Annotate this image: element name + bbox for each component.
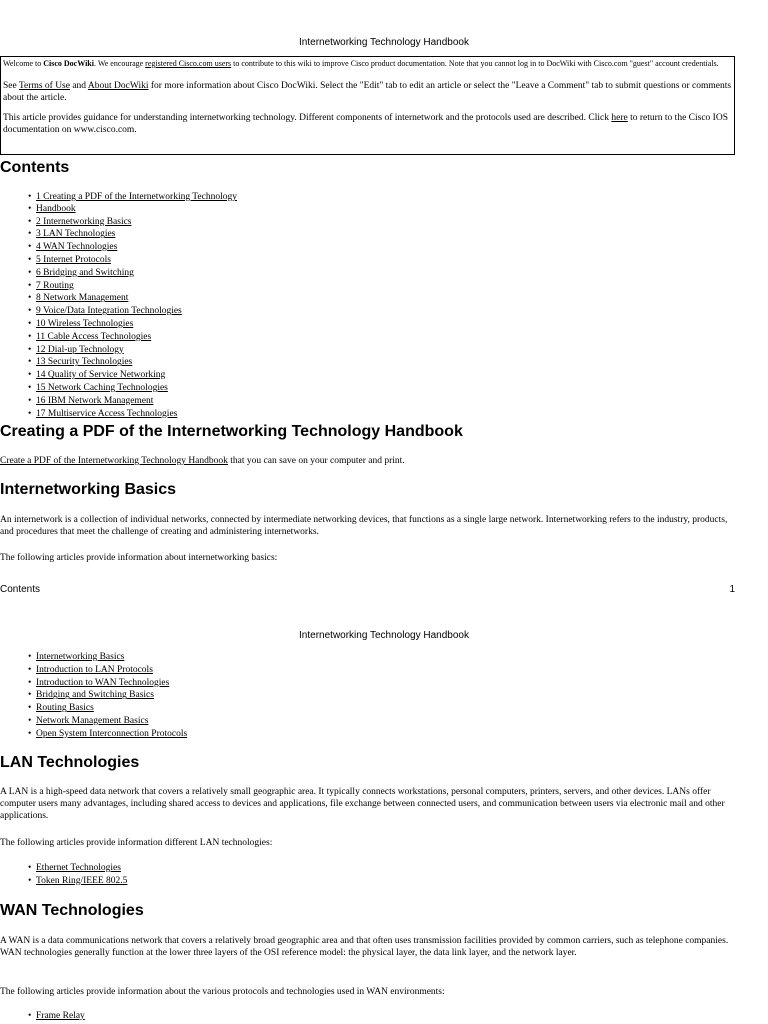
toc-link[interactable]: 6 Bridging and Switching <box>36 267 134 278</box>
basics-link[interactable]: Open System Interconnection Protocols <box>36 728 188 739</box>
lan-link[interactable]: Token Ring/IEEE 802.5 <box>36 875 128 886</box>
contents-heading: Contents <box>0 159 70 176</box>
here-link[interactable]: here <box>611 112 628 123</box>
basics-heading: Internetworking Basics <box>0 481 177 498</box>
toc-link[interactable]: 17 Multiservice Access Technologies <box>36 408 178 419</box>
terms-of-use-link[interactable]: Terms of Use <box>18 80 70 91</box>
pdf-paragraph <box>0 455 740 467</box>
toc-item[interactable] <box>28 216 237 229</box>
basics-link-item[interactable] <box>28 664 187 677</box>
wan-link[interactable]: Frame Relay <box>36 1011 85 1021</box>
toc-item[interactable] <box>28 344 237 357</box>
basics-link[interactable]: Routing Basics <box>36 703 94 714</box>
toc-link[interactable]: Handbook <box>36 203 76 214</box>
toc-item[interactable] <box>28 408 237 421</box>
toc-item[interactable] <box>28 292 237 305</box>
notice-box <box>0 56 735 155</box>
notice-text: . We encourage <box>93 59 146 68</box>
lan-heading: LAN Technologies <box>0 754 140 771</box>
toc-link[interactable]: 11 Cable Access Technologies <box>36 331 152 342</box>
toc-list <box>28 191 237 420</box>
create-pdf-link[interactable]: Create a PDF of the Internetworking Technology Handbook <box>0 456 228 466</box>
toc-link[interactable]: 8 Network Management <box>36 293 129 304</box>
toc-link[interactable]: 4 WAN Technologies <box>36 242 118 253</box>
wan-paragraph: A WAN is a data communications network that covers a relatively broad geographic area and that often uses transmission facilities provided by common carriers, such as telephone companies. WAN technologies generally function at the lower three layers of the OSI reference model: the physical layer, the data link layer, and the network layer. <box>0 936 729 958</box>
about-docwiki-link[interactable]: About DocWiki <box>87 80 149 91</box>
notice-text: and <box>69 80 88 91</box>
notice-brand: Cisco DocWiki <box>43 59 94 68</box>
toc-item[interactable] <box>28 331 237 344</box>
toc-item[interactable] <box>28 241 237 254</box>
toc-link[interactable]: 5 Internet Protocols <box>36 254 111 265</box>
lan-paragraph: A LAN is a high-speed data network that covers a relatively small geographic area. It typically connects workstations, personal computers, printers, servers, and other devices. LANs offer computer users many advantages, including shared access to devices and applications, file exchange between connected users, and communication between users via electronic mail and other applications. <box>0 787 725 821</box>
toc-item[interactable] <box>28 369 237 382</box>
toc-item[interactable] <box>28 228 237 241</box>
toc-link[interactable]: 1 Creating a PDF of the Internetworking Technology <box>36 192 237 202</box>
notice-text: Welcome to <box>3 59 44 68</box>
basics-link-item[interactable] <box>28 728 187 741</box>
page-number: 1 <box>729 584 735 595</box>
toc-link[interactable]: 12 Dial-up Technology <box>36 344 124 355</box>
toc-link[interactable]: 14 Quality of Service Networking <box>36 370 166 381</box>
toc-link[interactable]: 7 Routing <box>36 280 74 291</box>
basics-link-item[interactable] <box>28 689 187 702</box>
pdf-heading: Creating a PDF of the Internetworking Technology Handbook <box>0 423 463 440</box>
basics-paragraph: An internetwork is a collection of individual networks, connected by intermediate networking devices, that functions as a single large network. Internetworking refers to the industry, products, and procedures that meet the challenge of creating and administering internetworks. <box>0 515 728 537</box>
page-footer <box>0 584 735 595</box>
wan-links-list <box>28 1010 85 1023</box>
toc-item[interactable] <box>28 280 237 293</box>
basics-link[interactable]: Bridging and Switching Basics <box>36 690 154 701</box>
basics-link[interactable]: Network Management Basics <box>36 715 149 726</box>
toc-item-continued[interactable] <box>28 203 237 216</box>
toc-item[interactable] <box>28 305 237 318</box>
toc-link[interactable]: 16 IBM Network Management <box>36 395 154 406</box>
notice-welcome <box>3 59 732 69</box>
notice-text: to return to the Cisco IOS documentation on www.cisco.com. <box>3 112 728 135</box>
registered-users-link[interactable]: registered Cisco.com users <box>145 59 232 68</box>
lan-link[interactable]: Ethernet Technologies <box>36 863 121 873</box>
toc-link[interactable]: 15 Network Caching Technologies <box>36 382 168 393</box>
basics-links-list <box>28 651 187 741</box>
notice-text: to contribute to this wiki to improve Cisco product documentation. Note that you cannot log in to DocWiki with Cisco.com "guest" account credentials. <box>231 59 719 68</box>
footer-label: Contents <box>0 584 41 595</box>
lan-intro: The following articles provide information different LAN technologies: <box>0 838 273 848</box>
running-header: Internetworking Technology Handbook <box>299 37 469 48</box>
notice-guidance <box>3 112 732 136</box>
basics-link[interactable]: Introduction to WAN Technologies <box>36 677 170 688</box>
basics-intro: The following articles provide information about internetworking basics: <box>0 553 278 563</box>
wan-heading: WAN Technologies <box>0 902 144 919</box>
notice-text: This article provides guidance for understanding internetworking technology. Different components of internetwork and the protocols used are described. Click <box>3 112 612 123</box>
basics-link-item[interactable] <box>28 715 187 728</box>
wan-link-item[interactable] <box>28 1010 85 1023</box>
toc-item[interactable] <box>28 382 237 395</box>
toc-item[interactable] <box>28 356 237 369</box>
lan-links-list <box>28 862 127 888</box>
basics-link-item[interactable] <box>28 702 187 715</box>
basics-link[interactable]: Internetworking Basics <box>36 652 125 662</box>
wan-intro: The following articles provide information about the various protocols and technologies used in WAN environments: <box>0 987 445 997</box>
toc-item[interactable] <box>28 318 237 331</box>
toc-link[interactable]: 3 LAN Technologies <box>36 229 116 240</box>
toc-link[interactable]: 9 Voice/Data Integration Technologies <box>36 306 182 317</box>
basics-link-item[interactable] <box>28 677 187 690</box>
notice-text: See <box>3 80 19 91</box>
toc-item[interactable] <box>28 267 237 280</box>
toc-link[interactable]: 10 Wireless Technologies <box>36 318 134 329</box>
pdf-text: that you can save on your computer and print. <box>227 456 405 466</box>
toc-item[interactable] <box>28 395 237 408</box>
toc-item[interactable] <box>28 254 237 267</box>
toc-link[interactable]: 2 Internetworking Basics <box>36 216 132 227</box>
lan-link-item[interactable] <box>28 875 127 888</box>
basics-link-item[interactable] <box>28 651 187 664</box>
basics-link[interactable]: Introduction to LAN Protocols <box>36 664 153 675</box>
lan-link-item[interactable] <box>28 862 127 875</box>
toc-link[interactable]: 13 Security Technologies <box>36 357 133 368</box>
notice-terms <box>3 80 732 104</box>
notice-text: for more information about Cisco DocWiki. Select the "Edit" tab to edit an article or select the "Leave a Comment" tab to submit questions or comments about the article. <box>3 80 732 103</box>
running-header-page2: Internetworking Technology Handbook <box>299 630 469 641</box>
